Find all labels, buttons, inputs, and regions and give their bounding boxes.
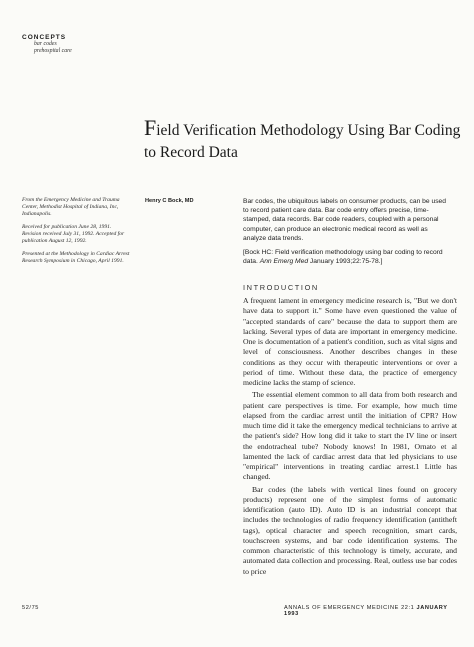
- title-initial: F: [144, 115, 157, 140]
- title-rest: ield Verification Methodology Using Bar Coding to Record Data: [144, 122, 465, 161]
- keyword-item: bar codes: [34, 41, 57, 47]
- body-paragraph: The essential element common to all data from both research and patient care perspectives is time. For example, how much time elapsed from the cardiac arrest until the initiation of CPR? How much time did it take the emergency medical technicians to arrive at the patient's side? How long did it take to start the IV line or insert the endotracheal tube? Nobody knows! In 1981, Ornato et al lamented the lack of cardiac arrest data that led physicians to use "empirical" interventions in treating cardiac arrest.1 Little has changed.: [243, 390, 459, 482]
- journal-line: [284, 605, 462, 617]
- abstract-text: Bar codes, the ubiquitous labels on consumer products, can be used to record patient care data. Bar code entry offers precise, time-stamped, data records. Bar code readers, coupled with a personal computer, can produce an electronic medical record as well as analyze data trends.: [243, 198, 448, 242]
- keyword-item: prehospital care: [34, 48, 72, 54]
- citation-prefix: [Bock HC: Field verification methodology using bar coding to record data.: [243, 249, 445, 266]
- abstract: [243, 197, 451, 271]
- citation-suffix: January 1993;22:75-78.]: [308, 258, 383, 266]
- body-paragraph: A frequent lament in emergency medicine research is, "But we don't have data to support it." Some have even questioned the value of "accepted standards of care" because the data to support them are lacking. Several types of data are important in emergency medicine. One is documentation of a patient's condition, such as vital signs and level of consciousness. Another describes changes in these conditions as they occur with therapeutic interventions or over a period of time. Without these data, the practice of emergency medicine lacks the stamp of science.: [243, 296, 459, 387]
- article-title: [144, 115, 465, 164]
- issue-date: JANUARY 1993: [284, 605, 450, 617]
- body-text: [243, 296, 457, 579]
- concepts-box: [22, 34, 72, 55]
- body-paragraph: Bar codes (the labels with vertical lines found on grocery products) represent one of the simplest forms of automatic identification (auto ID). Auto ID is an industrial concept that includes the technologies of radio frequency identification (antitheft tags), optical character and speech recognition, smart cards, touchscreen systems, and bar code identification systems. The common characteristic of this technology is timely, accurate, and automated data collection and processing. Real, outless use bar codes to price: [243, 484, 459, 576]
- journal-name: ANNALS OF EMERGENCY MEDICINE: [284, 605, 399, 611]
- page-number: 52/75: [22, 605, 39, 611]
- received-note: Received for publication June 28, 1991. Revision received July 31, 1992. Accepted for publication August 12, 1992.: [22, 224, 126, 244]
- affiliation-note: From the Emergency Medicine and Trauma Center, Methodist Hospital of Indiana, Inc, Indianapolis.: [22, 197, 122, 217]
- citation-journal: Ann Emerg Med: [259, 258, 309, 266]
- author-name: Henry C Bock, MD: [145, 198, 194, 204]
- presented-note: Presented at the Methodology in Cardiac Arrest Research Symposium in Chicago, April 1991.: [22, 251, 131, 264]
- author-affiliation-notes: [22, 197, 130, 271]
- journal-volume: 22:1: [401, 605, 415, 611]
- citation: [243, 248, 451, 266]
- concepts-heading: CONCEPTS: [22, 34, 67, 41]
- section-heading-introduction: INTRODUCTION: [243, 283, 319, 292]
